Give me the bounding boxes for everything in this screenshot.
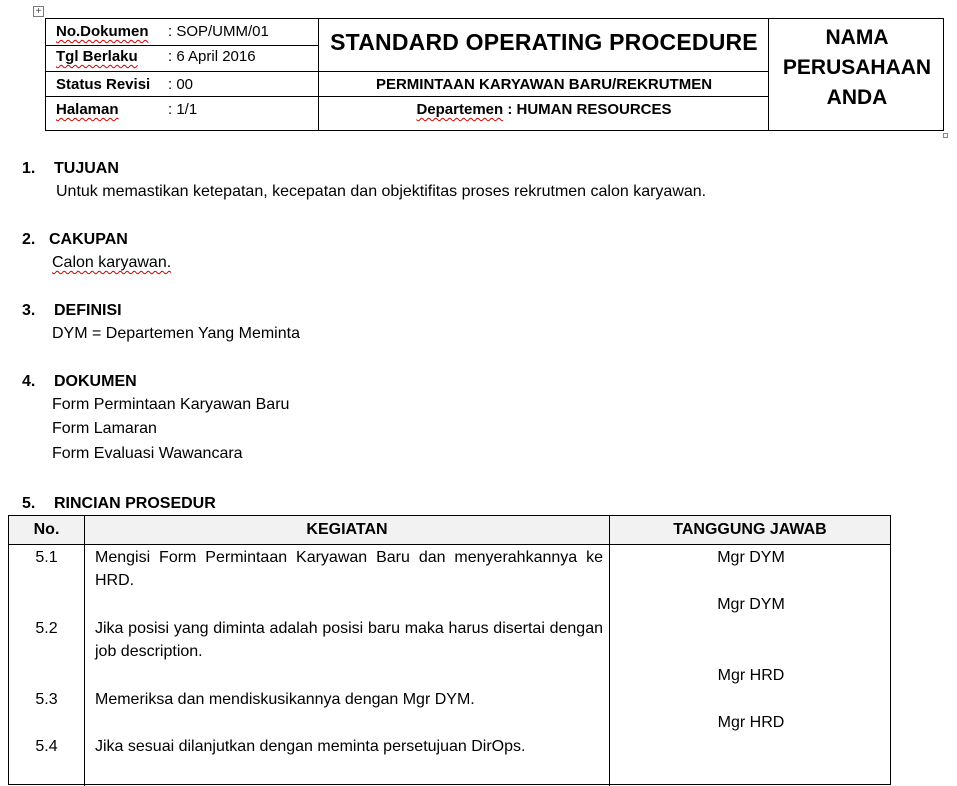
header-divider (46, 45, 318, 46)
section-cakupan-text: Calon karyawan. (52, 254, 172, 271)
sop-title: STANDARD OPERATING PROCEDURE (330, 29, 758, 55)
document-list-item: Form Lamaran (52, 420, 157, 437)
row-tanggung-jawab: Mgr DYM (717, 549, 785, 566)
table-divider (9, 544, 890, 545)
row-kegiatan: Jika posisi yang diminta adalah posisi baru maka harus disertai dengan job description. (95, 620, 603, 660)
row-number: 5.1 (35, 549, 58, 566)
row-number: 5.2 (35, 620, 58, 637)
halaman-value: : 1/1 (168, 101, 198, 118)
section-number: 5. (22, 495, 36, 512)
company-name-line: ANDA (826, 86, 888, 109)
sop-subtitle: PERMINTAAN KARYAWAN BARU/REKRUTMEN (375, 76, 713, 93)
departemen-value: : HUMAN RESOURCES (507, 101, 672, 118)
section-number: 2. (22, 231, 36, 248)
row-tanggung-jawab: Mgr HRD (717, 667, 785, 684)
section-title: RINCIAN PROSEDUR (54, 495, 216, 512)
row-number: 5.3 (35, 691, 58, 708)
no-dokumen-value: : SOP/UMM/01 (168, 23, 269, 40)
meta-status-revisi (56, 76, 194, 93)
table-resize-handle[interactable] (943, 133, 948, 138)
meta-no-dokumen (56, 23, 269, 40)
section-number: 3. (22, 302, 36, 319)
section-title: CAKUPAN (49, 231, 128, 248)
column-header-kegiatan: KEGIATAN (85, 516, 609, 544)
sop-department (319, 101, 769, 118)
document-list-item: Form Evaluasi Wawancara (52, 445, 243, 462)
table-move-handle[interactable]: + (33, 6, 44, 17)
status-revisi-value: : 00 (168, 76, 194, 93)
halaman-label: Halaman (56, 101, 119, 118)
section-rincian-heading (22, 495, 216, 513)
section-cakupan-heading (22, 231, 128, 249)
tgl-berlaku-label: Tgl Berlaku (56, 48, 138, 65)
company-name (769, 23, 945, 113)
section-tujuan-text: Untuk memastikan ketepatan, kecepatan dan objektifitas proses rekrutmen calon karyawan. (56, 183, 707, 200)
header-divider (46, 96, 768, 97)
company-name-line: PERUSAHAAN (782, 56, 932, 79)
table-divider (609, 516, 610, 786)
meta-tgl-berlaku (56, 48, 256, 65)
meta-halaman (56, 101, 198, 118)
document-list-item: Form Permintaan Karyawan Baru (52, 396, 290, 413)
no-dokumen-label: No.Dokumen (56, 23, 149, 40)
section-title: DOKUMEN (54, 373, 137, 390)
document-header-table (45, 18, 944, 131)
row-kegiatan: Jika sesuai dilanjutkan dengan meminta persetujuan DirOps. (95, 738, 526, 755)
section-title: DEFINISI (54, 302, 122, 319)
row-tanggung-jawab: Mgr DYM (717, 596, 785, 613)
table-divider (84, 516, 85, 786)
row-kegiatan: Memeriksa dan mendiskusikannya dengan Mgr DYM. (95, 691, 475, 708)
company-name-line: NAMA (825, 26, 889, 49)
procedure-table (8, 515, 891, 785)
section-definisi-text: DYM = Departemen Yang Meminta (52, 325, 300, 342)
row-tanggung-jawab: Mgr HRD (717, 714, 785, 731)
tgl-berlaku-value: : 6 April 2016 (168, 48, 256, 65)
section-number: 1. (22, 160, 36, 177)
row-number: 5.4 (35, 738, 58, 755)
section-title: TUJUAN (54, 160, 119, 177)
column-header-no: No. (9, 516, 84, 544)
status-revisi-label: Status Revisi (56, 76, 151, 93)
section-number: 4. (22, 373, 36, 390)
header-divider (46, 71, 768, 72)
row-kegiatan: Mengisi Form Permintaan Karyawan Baru dan menyerahkannya ke HRD. (95, 549, 603, 589)
section-dokumen-heading (22, 373, 137, 391)
section-tujuan-heading (22, 160, 119, 178)
section-definisi-heading (22, 302, 122, 320)
departemen-label: Departemen (416, 101, 504, 118)
column-header-tanggung-jawab: TANGGUNG JAWAB (610, 516, 890, 544)
